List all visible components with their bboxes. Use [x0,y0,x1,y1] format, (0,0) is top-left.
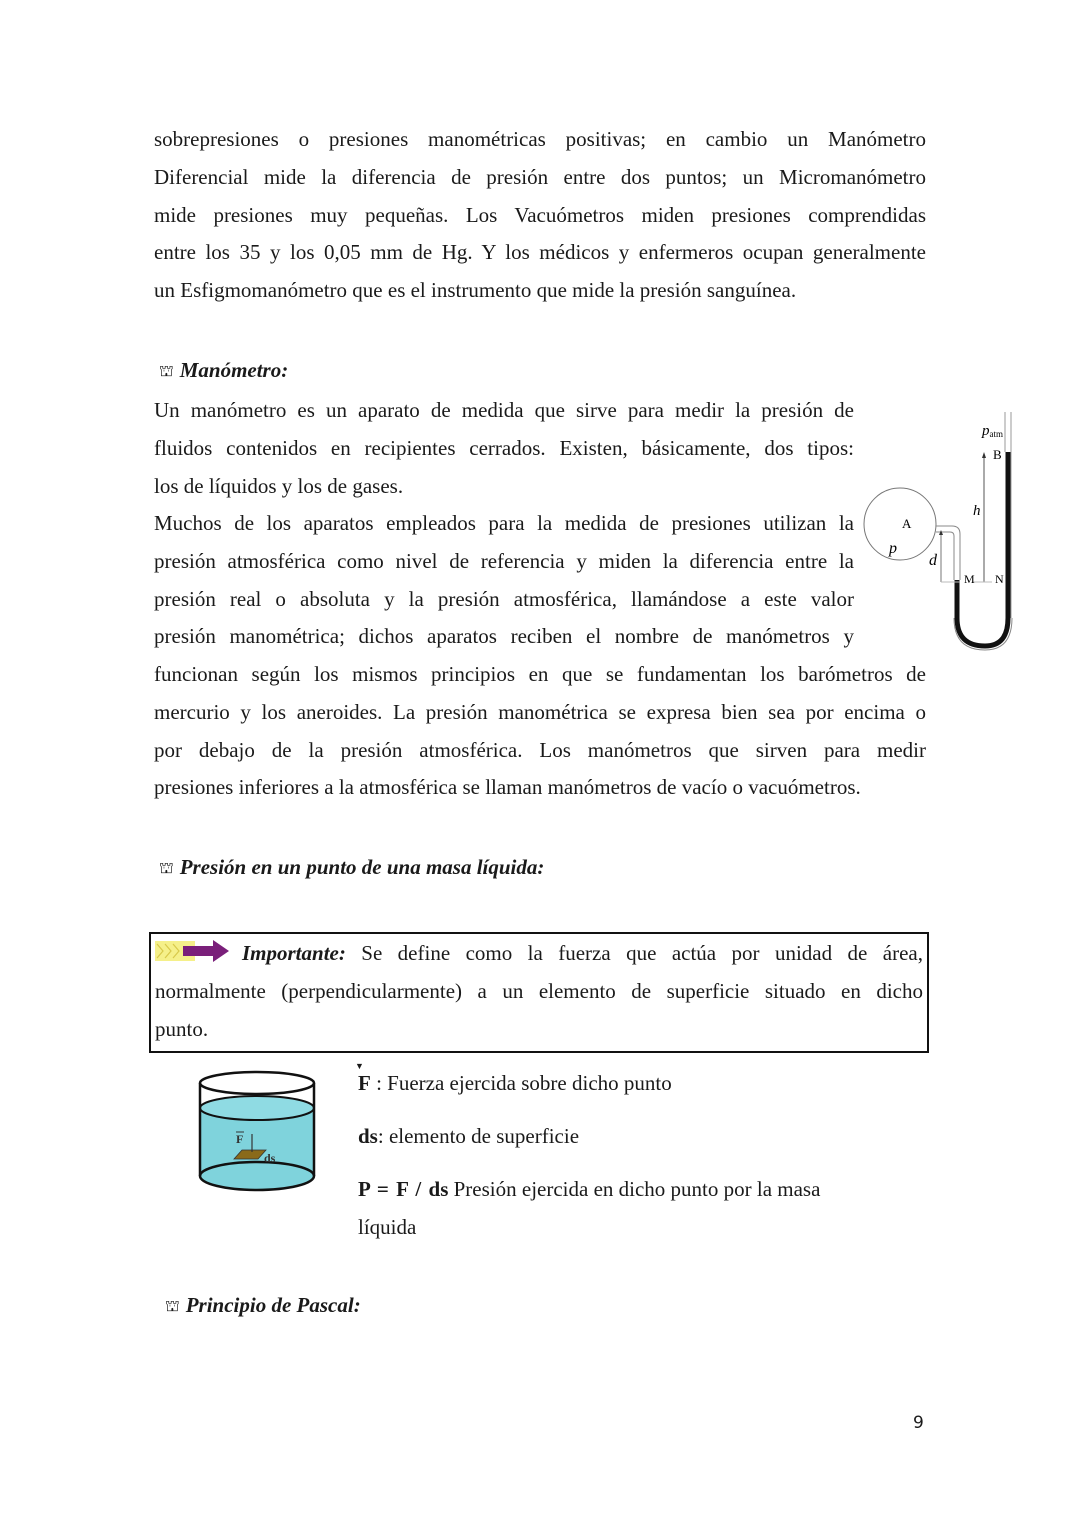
label-A: A [902,516,912,531]
text-line: presiones inferiores a la atmosférica se llaman manómetros de vacío o vacuómetros. [154,775,861,800]
definition-term: ds [358,1124,378,1148]
text-line: fluidos contenidos en recipientes cerrados. Existen, básicamente, dos tipos: [154,435,854,460]
label-M: M [964,572,975,586]
definition-item [358,1177,820,1202]
text-line: mide presiones muy pequeñas. Los Vacuómetros miden presiones comprendidas [154,202,926,227]
heading-text: Presión en un punto de una masa líquida: [179,855,545,879]
label-B: B [993,447,1002,462]
heading-text: Principio de Pascal: [185,1293,361,1317]
text-line: Diferencial mide la diferencia de presión entre dos puntos; un Micromanómetro [154,164,926,189]
label-F: F [236,1132,244,1146]
definition-item [358,1071,672,1096]
callout-line: normalmente (perpendicularmente) a un elemento de superficie situado en dicho [155,979,923,1003]
heading-text: Manómetro: [179,358,289,382]
text-line: funcionan según los mismos principios en que se fundamentan los barómetros de [154,662,926,686]
text-line: un Esfigmomanómetro que es el instrumento que mide la presión sanguínea. [154,278,797,303]
section-heading-manometro [159,358,288,383]
u-tube-manometer-diagram [860,400,1030,670]
label-N: N [995,572,1004,586]
text-line: presión manométrica; dichos aparatos reciben el nombre de manómetros y [154,624,854,649]
bulb-circle [864,488,936,560]
text-line: Un manómetro es un aparato de medida que sirve para medir la presión de [154,398,854,422]
text-line: sobrepresiones o presiones manométricas positivas; en cambio un Manómetro [154,127,926,151]
arrow-icon [155,938,230,964]
manometro-paragraph-1 [154,392,854,505]
definition-text: : Fuerza ejercida sobre dicho punto [370,1071,672,1095]
section-heading-pascal [165,1293,361,1318]
label-p-atm: patm [982,423,1003,439]
vector-mark-icon: ▼ [355,1061,364,1071]
important-label: Importante: [242,941,346,965]
definition-text: : elemento de superficie [377,1124,580,1148]
callout-line [155,934,923,972]
definition-term: P = F / ds [358,1177,449,1201]
house-bullet-icon: ⛫ [159,363,174,380]
callout-line: punto. [155,1017,209,1041]
label-p: p [889,540,897,557]
label-h: h [973,503,981,519]
page-number: 9 [913,1413,924,1433]
callout-text: Se define como la fuerza que actúa por unidad de área, [345,941,923,965]
definition-item [358,1124,579,1149]
text-line: mercurio y los aneroides. La presión manométrica se expresa bien sea por encima o [154,699,926,724]
text-line: por debajo de la presión atmosférica. Los manómetros que sirven para medir [154,737,926,762]
definition-text: Presión ejercida en dicho punto por la masa [448,1177,821,1201]
text-line: Muchos de los aparatos empleados para la medida de presiones utilizan la [154,511,854,535]
important-callout-box [149,932,929,1053]
house-bullet-icon: ⛫ [159,860,174,877]
house-bullet-icon: ⛫ [165,1298,180,1315]
text-line: presión atmosférica como nivel de referencia y miden la diferencia entre la [154,548,854,573]
definition-continuation: líquida [358,1215,417,1239]
text-line: entre los 35 y los 0,05 mm de Hg. Y los médicos y enfermeros ocupan generalmente [154,240,926,265]
text-line: presión real o absoluta y la presión atmosférica, llamándose a este valor [154,586,854,611]
beaker-liquid-figure [190,1068,325,1198]
manometro-paragraph-2a [154,505,854,656]
definition-term: F [358,1071,371,1095]
text-line: los de líquidos y los de gases. [154,473,404,498]
label-ds: ds [264,1151,276,1165]
label-d: d [929,552,937,569]
intro-paragraph [154,121,926,310]
section-heading-presion-punto [159,855,544,880]
manometro-paragraph-2b [154,656,926,807]
